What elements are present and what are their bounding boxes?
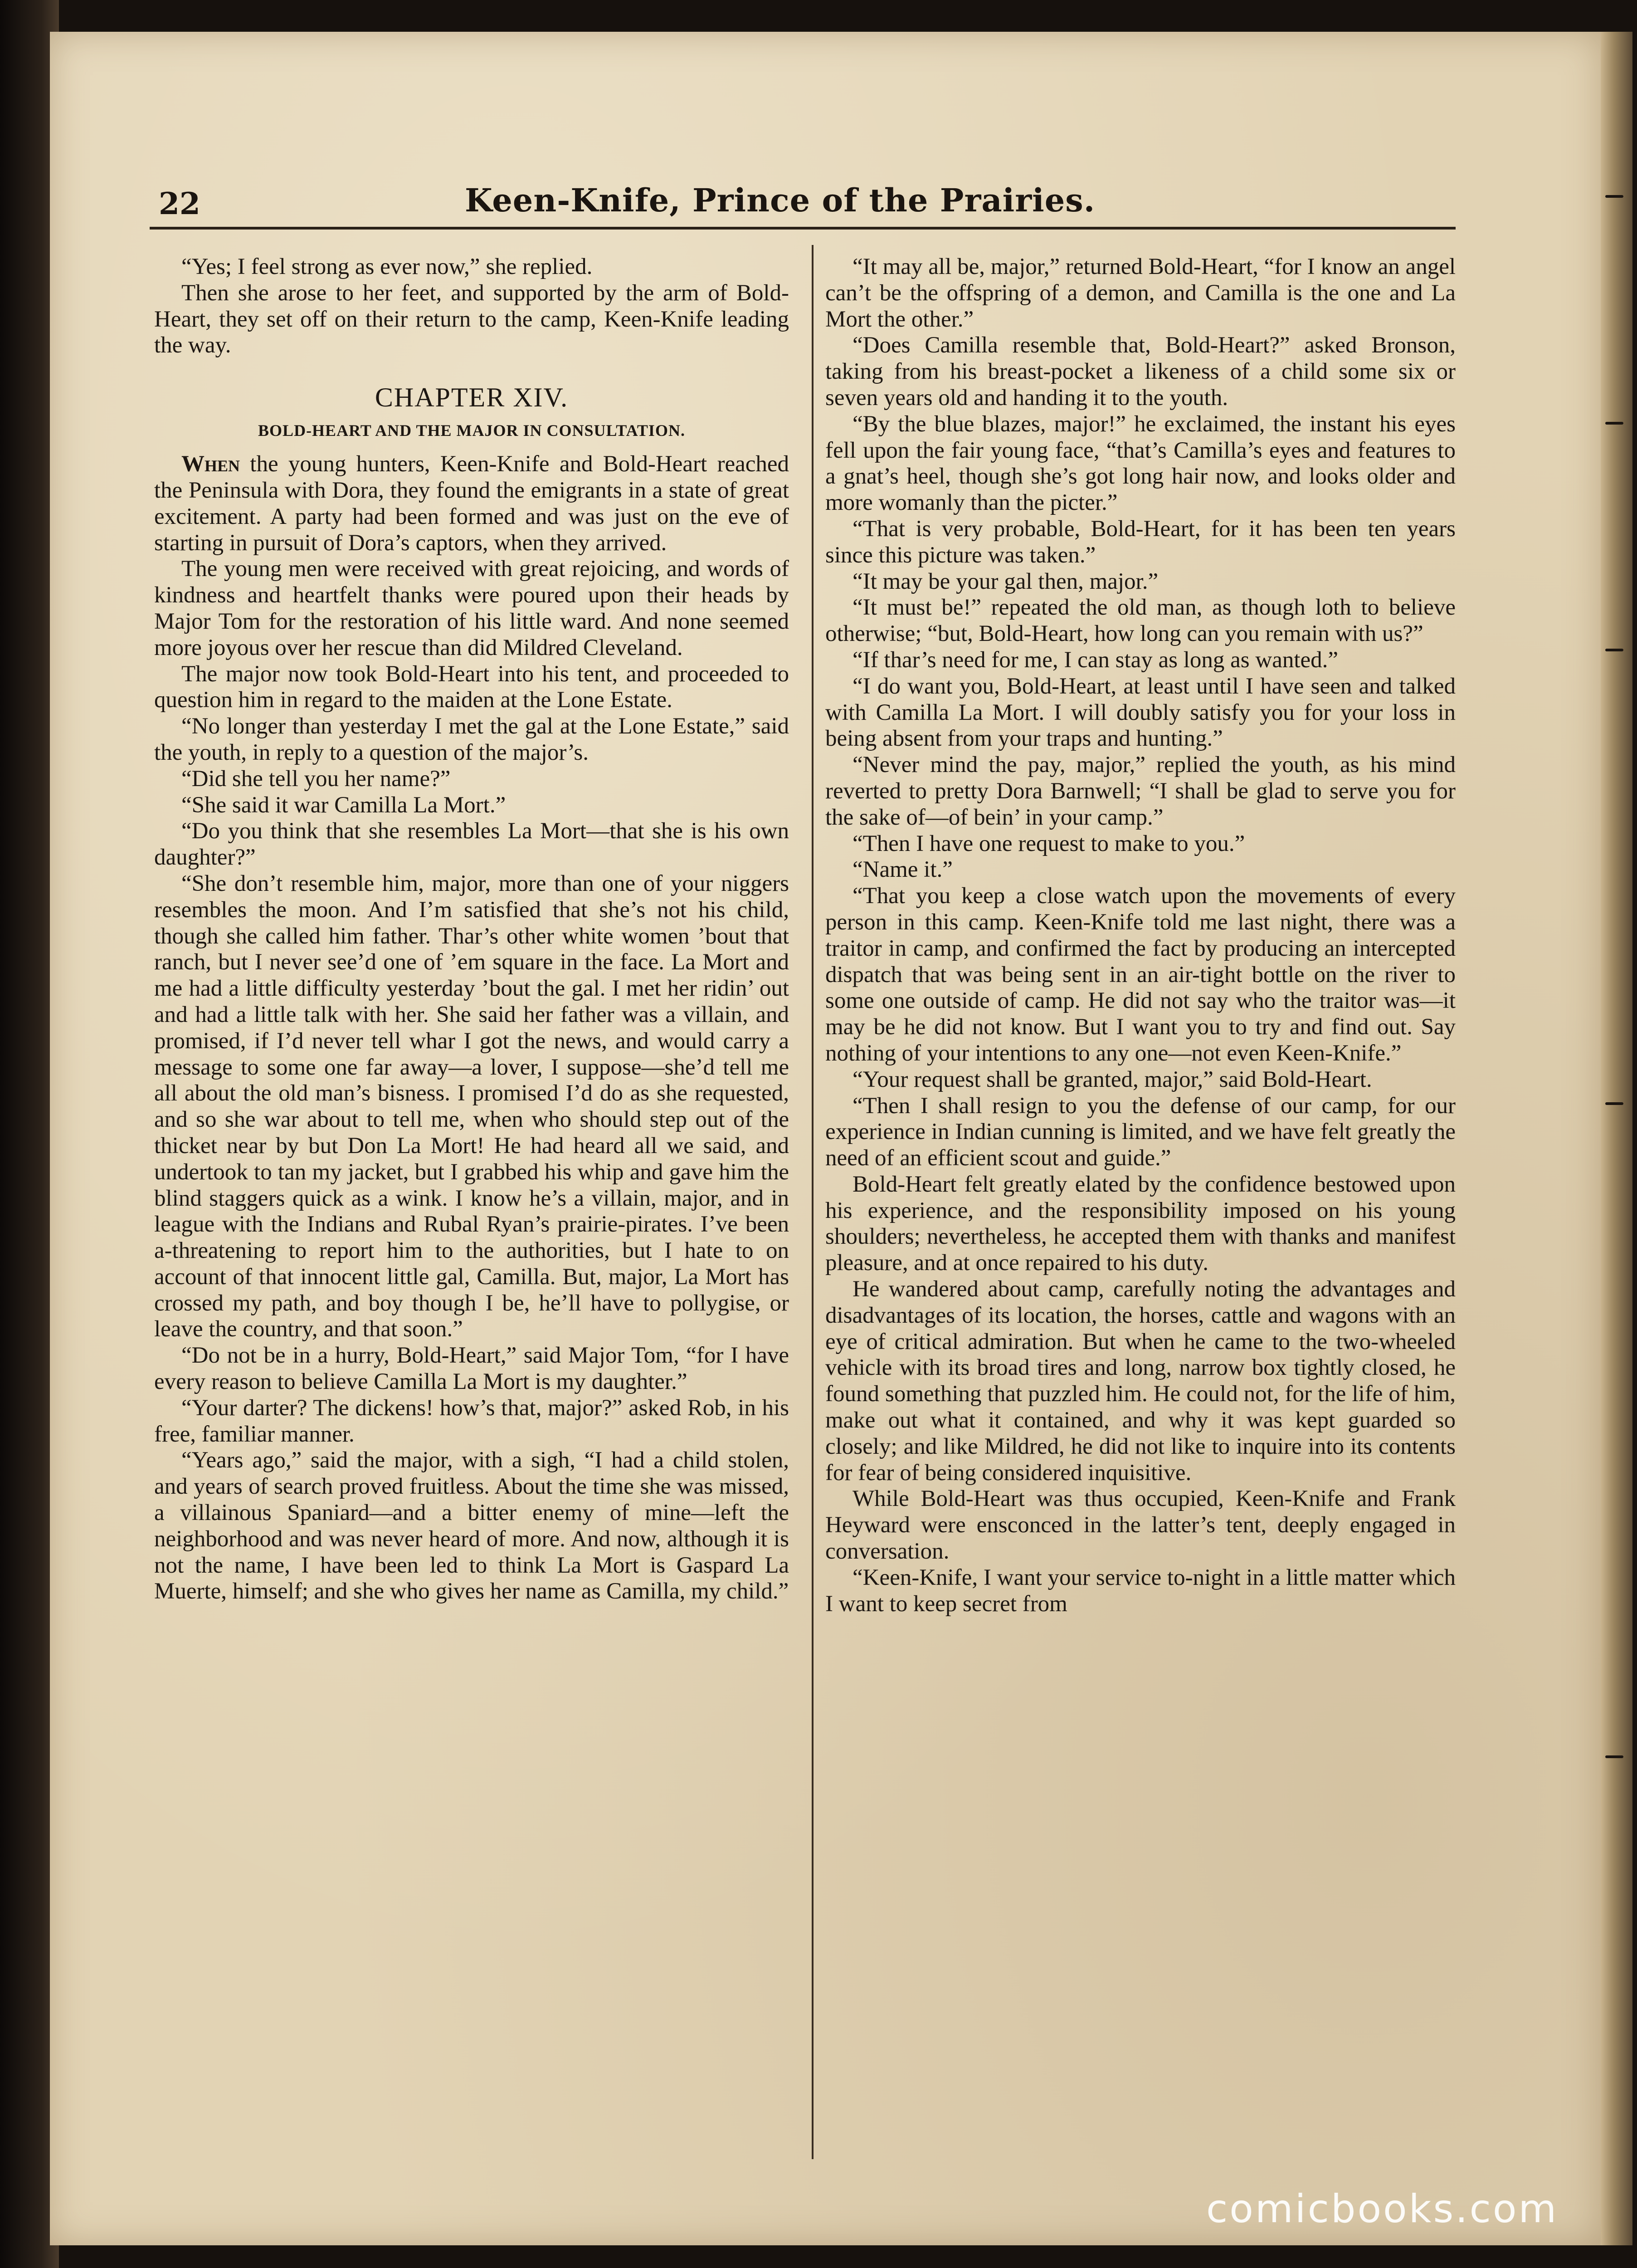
paragraph: While Bold-Heart was thus occupied, Keen-Knife and Frank Heyward were ensconced in the latter’s tent, deeply engaged in conversation. [825,1486,1456,1564]
paragraph: The major now took Bold-Heart into his tent, and proceeded to question him in regard to the maiden at the Lone Estate. [154,661,789,713]
paragraph: “Did she tell you her name?” [181,766,451,792]
left-column [154,254,789,1605]
paragraph: The young men were received with great rejoicing, and words of kindness and heartfelt thanks were poured upon their heads by Major Tom for the restoration of his little ward. And none seemed more joyous over her rescue than did Mildred Cleveland. [154,556,789,660]
paragraph: “That you keep a close watch upon the movements of every person in this camp. Keen-Knife told me last night, there was a traitor in camp, and confirmed the fact by producing an intercepted dispatch that was being sent in an air-tight bottle on the river to some one outside of camp. He did not say who the traitor was—it may be he did not know. But I want you to try and find out. Say nothing of your intentions to any one—not even Keen-Knife.” [825,883,1456,1066]
paragraph: “Then I have one request to make to you.” [853,831,1245,856]
paragraph: “That is very probable, Bold-Heart, for it has been ten years since this picture was taken.” [825,516,1456,568]
paragraph: Then she arose to her feet, and supported by the arm of Bold-Heart, they set off on their return to the camp, Keen-Knife leading the way. [154,280,789,358]
paragraph: “Your request shall be granted, major,” said Bold-Heart. [853,1066,1372,1092]
chapter-subtitle: BOLD-HEART AND THE MAJOR IN CONSULTATION. [258,421,685,440]
paragraph: “No longer than yesterday I met the gal at the Lone Estate,” said the youth, in reply to a question of the major’s. [154,714,789,765]
header-rule [150,227,1456,230]
paragraph: “It may all be, major,” returned Bold-Heart, “for I know an angel can’t be the offspring of a demon, and Camilla is the one and La Mort the other.” [825,254,1456,332]
paragraph: “Years ago,” said the major, with a sigh, “I had a child stolen, and years of search proved fruitless. About the time she was missed, a villainous Spaniard—and a bitter enemy of mine—left the neighborhood and was never heard of more. And now, although it is not the name, I have been led to think La Mort is Gaspard La Muerte, himself; and she who gives her name as Camilla, my child.” [154,1447,789,1604]
column-rule [812,245,814,2159]
paragraph: “Then I shall resign to you the defense of our camp, for our experience in Indian cunning is limited, and we have felt greatly the need of an efficient scout and guide.” [825,1093,1456,1171]
paragraph: “Never mind the pay, major,” replied the youth, as his mind reverted to pretty Dora Barnwell; “I shall be glad to serve you for the sake of—of bein’ in your camp.” [825,752,1456,830]
paragraph: “Name it.” [853,857,953,883]
paragraph: Bold-Heart felt greatly elated by the confidence bestowed upon his experience, and the responsibility imposed on his young shoulders; nevertheless, he accepted them with thanks and manifest pleasure, and at once repaired to his duty. [825,1171,1456,1276]
page-number: 22 [159,186,200,221]
paragraph: “I do want you, Bold-Heart, at least until I have seen and talked with Camilla La Mort. I will doubly satisfy you for your loss in being absent from your traps and hunting.” [825,673,1456,752]
right-column [825,254,1456,1617]
page-edge-mark [1605,195,1623,198]
paragraph: “Keen-Knife, I want your service to-night in a little matter which I want to keep secret from [825,1564,1456,1617]
paragraph: “If thar’s need for me, I can stay as long as wanted.” [853,647,1339,673]
paragraph: “It may be your gal then, major.” [853,568,1159,594]
running-head: Keen-Knife, Prince of the Prairies. [464,181,1096,219]
paragraph: “Do not be in a hurry, Bold-Heart,” said Major Tom, “for I have every reason to believe Camilla La Mort is my daughter.” [154,1343,789,1395]
paragraph: “It must be!” repeated the old man, as though loth to believe otherwise; “but, Bold-Heart, how long can you remain with us?” [825,595,1456,647]
paragraph-text: the young hunters, Keen-Knife and Bold-Heart reached the Peninsula with Dora, they found the emigrants in a state of great excitement. A party had been formed and was just on the eve of starting in pursuit of Dora’s captors, when they arrived. [154,451,789,556]
paragraph: “Yes; I feel strong as ever now,” she replied. [181,254,593,279]
chapter-opening-paragraph [154,451,789,556]
page-edge-mark [1605,1755,1623,1758]
paragraph: “Do you think that she resembles La Mort—that she is his own daughter?” [154,818,789,870]
paragraph: “She said it war Camilla La Mort.” [181,792,506,818]
page-edge-mark [1605,1102,1623,1105]
watermark: comicbooks.com [1206,2186,1559,2232]
paragraph: “She don’t resemble him, major, more than one of your niggers resembles the moon. And I’m satisfied that she’s not his child, though she called him father. Thar’s other white women ’bout that ranch, but I never see’d one of ’em square in the face. La Mort and me had a little difficulty yesterday ’bout the gal. I met her ridin’ out and had a little talk with her. She said her father was a villain, and promised, if I’d never tell whar I got the news, and would carry a message to some one far away—a lover, I suppose—she’d tell me all about the old man’s bisness. I promised I’d do as she requested, and so she war about to tell me, when who should step out of the thicket near by but Don La Mort! He had heard all we said, and undertook to tan my jacket, but I grabbed his whip and gave him the blind staggers quick as a wink. I know he’s a villain, major, and in league with the Indians and Rubal Ryan’s prairie-pirates. I’ve been a-threatening to report him to the authorities, but I hate to on account of that innocent little gal, Camilla. But, major, La Mort has crossed my path, and boy though I be, he’ll have to pollygise, or leave the country, and that soon.” [154,870,789,1342]
chapter-title: CHAPTER XIV. [375,382,569,413]
page-edge-mark [1605,422,1623,425]
paragraph: “Your darter? The dickens! how’s that, major?” asked Rob, in his free, familiar manner. [154,1395,789,1447]
paragraph: “By the blue blazes, major!” he exclaimed, the instant his eyes fell upon the fair young face, “that’s Camilla’s eyes and features to a gnat’s heel, though she’s got long hair now, and looks older and more womanly than the picter.” [825,411,1456,516]
paragraph: He wandered about camp, carefully noting the advantages and disadvantages of its location, the horses, cattle and wagons with an eye of critical admiration. But when he came to the two-wheeled vehicle with its broad tires and long, narrow box tightly closed, he found something that puzzled him. He could not, for the life of him, make out what it contained, and why it was kept guarded so closely; and like Mildred, he did not like to inquire into its contents for fear of being considered inquisitive. [825,1276,1456,1486]
paragraph: “Does Camilla resemble that, Bold-Heart?” asked Bronson, taking from his breast-pocket a likeness of a child some six or seven years old and handing it to the youth. [825,332,1456,411]
page-header [104,181,1456,231]
chapter-first-word: When [181,451,240,477]
page-edge [1601,32,1632,2245]
page-edge-mark [1605,649,1623,651]
